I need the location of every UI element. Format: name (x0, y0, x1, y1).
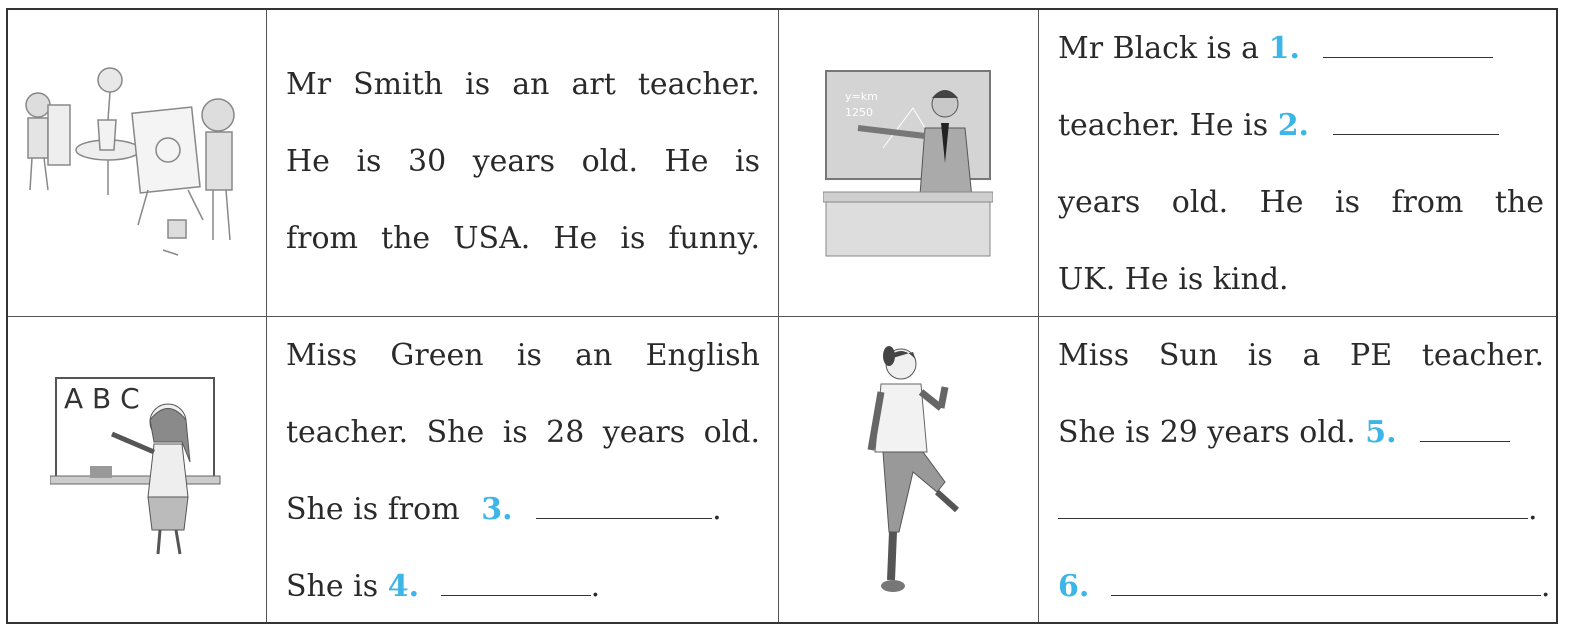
blank-number-3: 3. (481, 492, 513, 527)
text-fragment: . (1528, 492, 1538, 527)
text-line: UK. He is kind. (1058, 262, 1289, 297)
art-class-illustration (18, 50, 253, 280)
text-line: teacher. She is 28 years old. (286, 415, 760, 450)
miss-green-description (286, 317, 760, 625)
text-fragment: . (712, 492, 722, 527)
answer-blank-2[interactable] (1333, 110, 1499, 135)
worksheet-table (6, 8, 1558, 624)
blank-number-1: 1. (1268, 31, 1300, 66)
svg-text:1250: 1250 (845, 106, 873, 119)
board-letters: A B C (64, 382, 140, 415)
answer-blank-1[interactable] (1323, 33, 1493, 58)
answer-blank-5-continued[interactable] (1058, 494, 1528, 519)
text-line: Miss Green is an English (286, 338, 760, 373)
text-line: Mr Smith is an art teacher. (286, 67, 760, 102)
blank-number-5: 5. (1365, 415, 1397, 450)
blank-number-4: 4. (387, 569, 420, 604)
text-fragment: teacher. He is (1058, 108, 1269, 143)
answer-blank-3[interactable] (536, 494, 712, 519)
text-fragment: . (590, 569, 601, 604)
male-teacher-illustration (823, 68, 993, 258)
text-fragment: She is (286, 569, 379, 604)
text-line: He is 30 years old. He is (286, 144, 760, 179)
text-line: Miss Sun is a PE teacher. (1058, 338, 1544, 373)
answer-blank-4[interactable] (441, 571, 591, 596)
blank-number-2: 2. (1277, 108, 1310, 143)
text-line: years old. He is from the (1058, 185, 1544, 220)
text-fragment: She is from (286, 492, 460, 527)
answer-blank-6[interactable] (1111, 571, 1541, 596)
text-fragment: She is 29 years old. (1058, 415, 1356, 450)
answer-blank-5[interactable] (1420, 417, 1510, 442)
pe-teacher-illustration (853, 342, 963, 594)
text-line: from the USA. He is funny. (286, 221, 760, 256)
text-fragment: . (1540, 569, 1551, 604)
female-teacher-illustration (50, 372, 230, 562)
mr-black-description (1058, 10, 1544, 318)
svg-text:y=km: y=km (845, 90, 878, 103)
mr-smith-description (286, 46, 760, 277)
miss-sun-description (1058, 317, 1551, 625)
text-fragment: Mr Black is a (1058, 31, 1260, 66)
blank-number-6: 6. (1058, 569, 1090, 604)
